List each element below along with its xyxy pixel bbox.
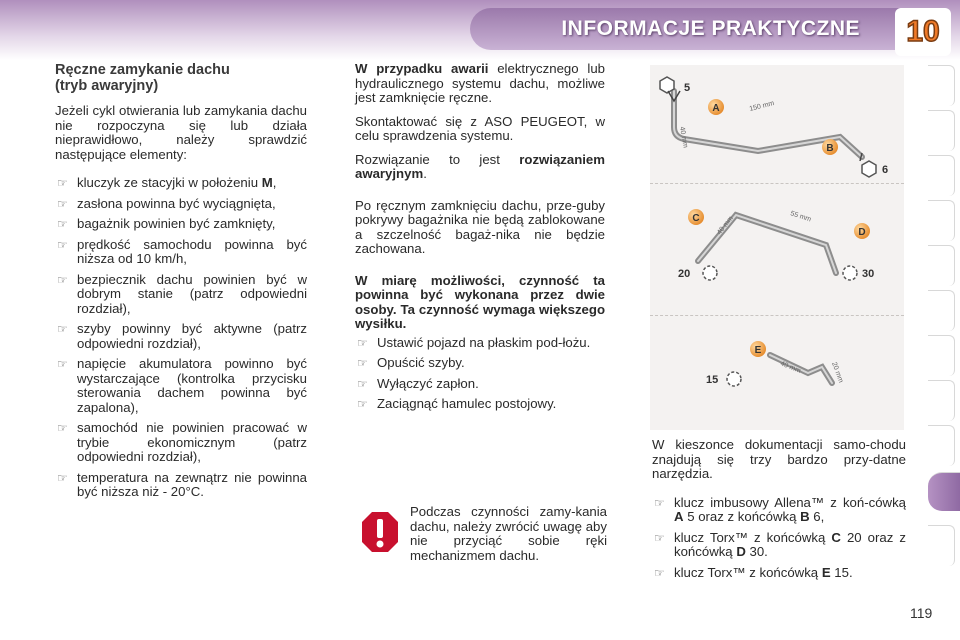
step-item-text: Ustawić pojazd na płaskim pod-łożu.	[377, 334, 591, 350]
failure-text: elektrycznego lub hydraulicznego systemu dachu, możliwe jest zamknięcie ręczne.	[355, 61, 605, 105]
bullet-icon: ☞	[57, 322, 68, 336]
warning-text: Podczas czynności zamy-kania dachu, należy zwrócić uwagę aby nie przyciąć sobie ręki mechanizmem dachu.	[410, 504, 607, 563]
warning-box	[355, 505, 607, 565]
bullet-icon: ☞	[57, 237, 68, 252]
left-column	[55, 62, 307, 506]
label-a: A	[712, 103, 720, 114]
label-b: B	[826, 143, 834, 154]
bullet-icon: ☞	[357, 335, 368, 350]
chapter-tab[interactable]	[928, 335, 955, 376]
tool-item-text: klucz imbusowy Allena™ z koń-cówką	[674, 494, 906, 510]
tool-item-text: 20 oraz z końcówką	[674, 529, 906, 559]
bullet-icon: ☞	[357, 376, 368, 391]
list-item	[55, 322, 307, 351]
torx-tip-30-icon	[843, 266, 857, 280]
tool-item	[652, 566, 906, 581]
tool-item-text: klucz Torx™ z końcówką	[674, 564, 822, 580]
dim-150: 150 mm	[748, 100, 776, 113]
bullet-icon: ☞	[57, 217, 68, 231]
list-item-text: temperatura na zewnątrz nie powinna być niższa niż - 20°C.	[77, 469, 307, 499]
page-header	[0, 0, 960, 60]
chapter-badge	[895, 8, 951, 56]
bullet-icon: ☞	[57, 357, 68, 371]
page-title: INFORMACJE PRAKTYCZNE	[561, 17, 860, 40]
list-item	[55, 238, 307, 267]
list-item	[55, 217, 307, 232]
dim-40-b: 40 mm	[716, 215, 735, 237]
failure-bold: W przypadku awarii	[355, 61, 489, 76]
tools-intro: W kieszonce dokumentacji samo-chodu znajdują się trzy bardzo przy-datne narzędzia.	[652, 437, 906, 481]
tool-item-bold: B	[800, 509, 810, 524]
bullet-icon: ☞	[57, 470, 68, 485]
failure-paragraph	[355, 62, 605, 106]
label-e: E	[754, 345, 762, 356]
bullet-icon: ☞	[357, 356, 368, 370]
chapter-tab[interactable]	[928, 290, 955, 331]
tool-item-bold: E	[821, 564, 831, 580]
tools-list	[652, 496, 906, 581]
list-item-text: kluczyk ze stacyjki w położeniu	[77, 175, 262, 190]
chapter-tab[interactable]	[928, 380, 955, 421]
step-item-text: Wyłączyć zapłon.	[377, 375, 479, 391]
tool-item-text: 6,	[809, 509, 825, 524]
chapter-tab-strip	[928, 65, 960, 575]
list-item	[55, 197, 307, 212]
tool-item	[652, 496, 906, 525]
list-item-text: samochód nie powinien pracować w trybie ekonomicznym (patrz odpowiedni rozdział),	[77, 420, 307, 464]
step-item	[355, 356, 605, 371]
chapter-tab[interactable]	[928, 200, 955, 241]
warning-icon	[360, 510, 400, 554]
chapter-tab[interactable]	[928, 110, 955, 151]
dim-20: 20 mm	[830, 361, 845, 384]
chapter-tab[interactable]	[928, 525, 955, 566]
bullet-icon: ☞	[654, 565, 665, 580]
tool-item-bold: D	[736, 544, 746, 559]
torx-tip-20-icon	[703, 266, 717, 280]
step-item	[355, 336, 605, 351]
list-item	[55, 421, 307, 465]
tip-30-label: 30	[862, 268, 875, 280]
chapter-tab[interactable]	[928, 155, 955, 196]
list-item	[55, 357, 307, 415]
tools-figure	[650, 65, 904, 430]
tool-item-text: 5 oraz z końcówką	[683, 509, 801, 524]
tip-5-label: 5	[684, 82, 691, 94]
bullet-icon: ☞	[654, 530, 665, 545]
torx-tip-15-icon	[727, 372, 741, 386]
list-item-text: prędkość samochodu powinna być niższa od 10 km/h,	[77, 236, 307, 266]
label-d: D	[858, 227, 866, 238]
chapter-number: 10	[906, 15, 940, 48]
tool-item-bold: C	[831, 529, 841, 545]
bullet-icon: ☞	[357, 397, 368, 411]
page-number: 119	[910, 605, 933, 621]
intro-paragraph: Jeżeli cykl otwierania lub zamykania dachu nie rozpoczyna się lub działa nieprawidłowo, należy sprawdzić następujące elementy:	[55, 103, 307, 162]
step-item	[355, 377, 605, 392]
list-item-text: ,	[272, 175, 277, 190]
label-c: C	[692, 213, 700, 224]
after-closing-paragraph: Po ręcznym zamknięciu dachu, prze-guby pokrywy bagażnika nie będą zablokowane a szczelność bagaż-nika nie będzie zachowana.	[355, 197, 605, 256]
tool-item-bold: A	[674, 509, 684, 524]
contact-paragraph: Skontaktować się z ASO PEUGEOT, w celu sprawdzenia systemu.	[355, 113, 605, 143]
chapter-tab[interactable]	[928, 425, 955, 466]
list-item-bold: M	[261, 175, 273, 190]
tool-item-text: 15.	[830, 564, 853, 580]
hex-tip-5-icon	[660, 77, 674, 93]
step-item-text: Opuścić szyby.	[377, 355, 465, 370]
chapter-tab[interactable]	[928, 65, 955, 106]
two-persons-paragraph: W miarę możliwości, czynność ta powinna być wykonana przez dwie osoby. Ta czynność wymaga większego wysiłku.	[355, 272, 605, 331]
bullet-icon: ☞	[57, 196, 68, 211]
dim-40-a: 40 mm	[678, 126, 689, 149]
step-item-text: Zaciągnąć hamulec postojowy.	[377, 396, 557, 411]
list-item-text: zasłona powinna być wyciągnięta,	[77, 195, 276, 211]
middle-column	[355, 62, 605, 418]
list-item	[55, 273, 307, 317]
list-item-text: napięcie akumulatora powinno być wystarczające (kontrolka przycisku sterowania dachem powinna być zapalona),	[77, 356, 307, 415]
figure-separator	[650, 315, 904, 316]
emergency-pre: Rozwiązanie to jest	[355, 151, 520, 167]
right-column	[652, 438, 906, 586]
section-title-line-2: (tryb awaryjny)	[55, 78, 159, 94]
list-item-text: bagażnik powinien być zamknięty,	[77, 216, 276, 231]
tip-15-label: 15	[706, 374, 719, 386]
section-title	[55, 62, 307, 94]
section-title-line-1: Ręczne zamykanie dachu	[55, 62, 230, 78]
dim-55: 55 mm	[789, 210, 812, 224]
hex-tip-6-icon	[862, 161, 876, 177]
figure-separator	[650, 183, 904, 184]
bullet-icon: ☞	[57, 272, 68, 287]
tip-20-label: 20	[678, 268, 691, 280]
bullet-icon: ☞	[57, 176, 68, 190]
dim-40-c: 40 mm	[779, 360, 802, 375]
torx-key-cd-shape	[698, 215, 836, 273]
tool-item	[652, 531, 906, 560]
emergency-paragraph	[355, 153, 605, 182]
steps-list	[355, 336, 605, 412]
tip-6-label: 6	[882, 164, 889, 176]
bullet-icon: ☞	[57, 421, 68, 435]
list-item	[55, 176, 307, 191]
chapter-tab[interactable]	[928, 245, 955, 286]
bullet-icon: ☞	[654, 495, 665, 510]
step-item	[355, 397, 605, 412]
list-item	[55, 471, 307, 500]
emergency-post: .	[423, 166, 427, 181]
list-item-text: bezpiecznik dachu powinien być w dobrym stanie (patrz odpowiedni rozdział),	[77, 271, 307, 316]
list-item-text: szyby powinny być aktywne (patrz odpowiedni rozdział),	[77, 321, 307, 351]
chapter-tab-active[interactable]	[928, 472, 960, 511]
tool-item-text: klucz Torx™ z końcówką	[674, 529, 832, 545]
emergency-bold: rozwiązaniem awaryjnym	[355, 151, 605, 181]
checklist	[55, 176, 307, 500]
tool-item-text: 30.	[745, 544, 768, 559]
